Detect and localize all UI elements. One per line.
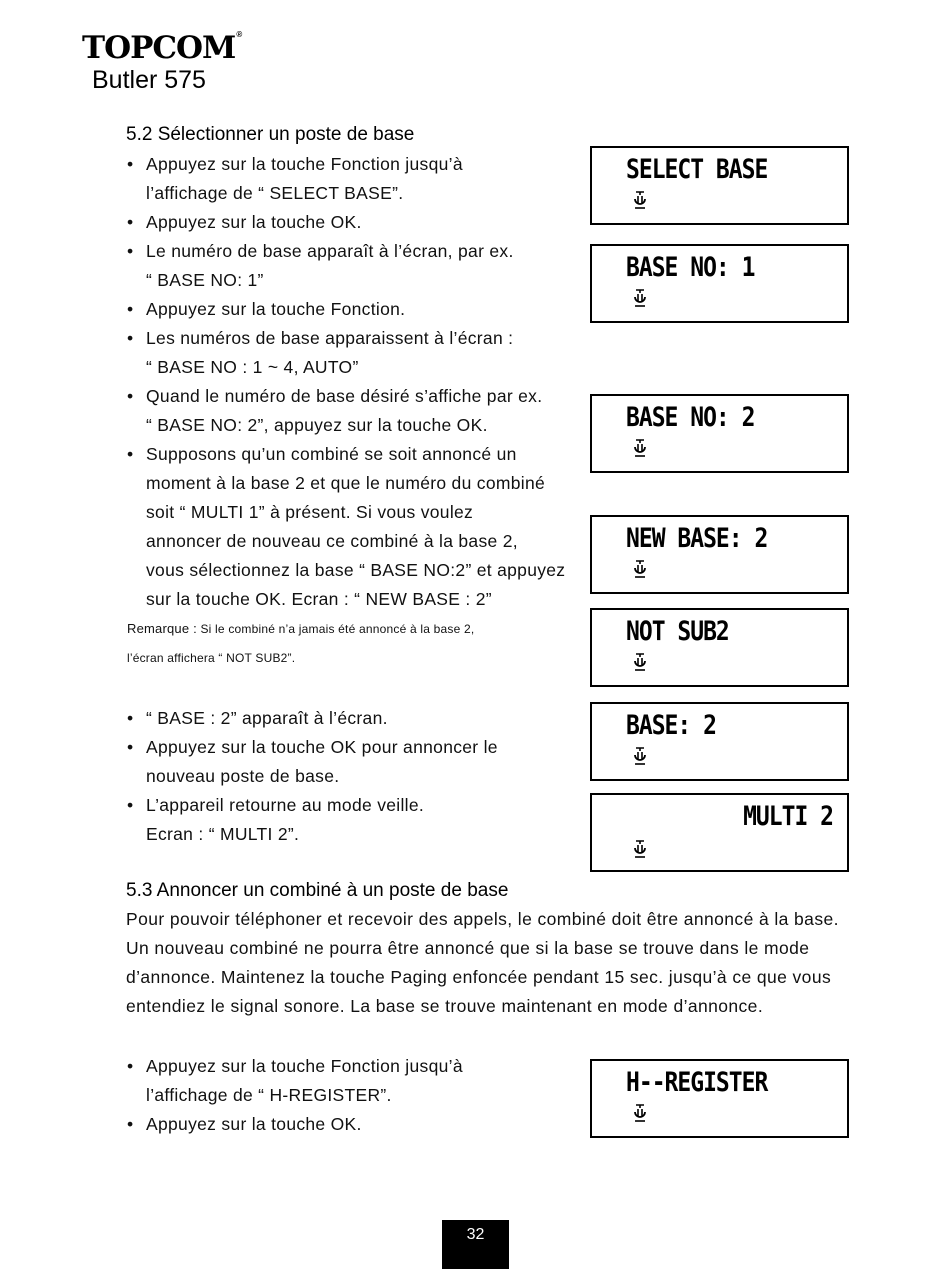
handset-icon bbox=[632, 746, 648, 766]
lcd-text: NEW BASE: 2 bbox=[626, 524, 768, 554]
bullet-item: • Appuyez sur la touche OK. bbox=[146, 1110, 463, 1139]
bullet-item: • Quand le numéro de base désiré s’affiche par ex. bbox=[146, 382, 565, 411]
model-title: Butler 575 bbox=[92, 66, 206, 94]
lcd-text: BASE: 2 bbox=[626, 711, 716, 741]
bullet-continuation: “ BASE NO : 1 ~ 4, AUTO” bbox=[146, 357, 359, 377]
lcd-display bbox=[590, 1059, 849, 1138]
section-title-5-3: 5.3 Annoncer un combiné à un poste de base bbox=[126, 880, 509, 901]
bullet-continuation: vous sélectionnez la base “ BASE NO:2” et appuyez bbox=[146, 560, 566, 580]
section-5-2-steps bbox=[127, 150, 566, 673]
bullet-continuation: sur la touche OK. Ecran : “ NEW BASE : 2” bbox=[146, 589, 492, 609]
lcd-text: MULTI 2 bbox=[743, 802, 833, 832]
remark-line: l’écran affichera “ NOT SUB2”. bbox=[127, 651, 296, 665]
bullet-continuation: “ BASE NO: 2”, appuyez sur la touche OK. bbox=[146, 415, 488, 435]
lcd-text: NOT SUB2 bbox=[626, 617, 729, 647]
lcd-display bbox=[590, 793, 849, 872]
handset-icon bbox=[632, 839, 648, 859]
bullet-item: • Appuyez sur la touche Fonction. bbox=[146, 295, 565, 324]
handset-icon bbox=[632, 288, 648, 308]
bullet-item: • Appuyez sur la touche OK pour annoncer le bbox=[146, 733, 498, 762]
bullet-item: • Appuyez sur la touche OK. bbox=[146, 208, 565, 237]
bullet-continuation: l’affichage de “ H-REGISTER”. bbox=[146, 1085, 392, 1105]
handset-icon bbox=[632, 652, 648, 672]
bullet-continuation: Ecran : “ MULTI 2”. bbox=[146, 824, 300, 844]
bullet-item: • Appuyez sur la touche Fonction jusqu’à bbox=[146, 1052, 463, 1081]
lcd-text: BASE NO: 2 bbox=[626, 403, 755, 433]
page-number-label: 32 bbox=[466, 1226, 485, 1243]
lcd-display bbox=[590, 608, 849, 687]
handset-icon bbox=[632, 559, 648, 579]
bullet-continuation: “ BASE NO: 1” bbox=[146, 270, 264, 290]
brand-name: TOPCOM bbox=[82, 30, 236, 66]
lcd-text: SELECT BASE bbox=[626, 155, 768, 185]
bullet-item: • Le numéro de base apparaît à l’écran, par ex. bbox=[146, 237, 565, 266]
handset-icon bbox=[632, 438, 648, 458]
section-5-2-steps-continued bbox=[146, 704, 498, 849]
lcd-display bbox=[590, 244, 849, 323]
bullet-item: • L’appareil retourne au mode veille. bbox=[146, 791, 498, 820]
lcd-display bbox=[590, 702, 849, 781]
remark-label: Remarque : bbox=[127, 621, 197, 636]
section-title-5-2: 5.2 Sélectionner un poste de base bbox=[126, 124, 415, 145]
bullet-item: • Appuyez sur la touche Fonction jusqu’à bbox=[146, 150, 565, 179]
handset-icon bbox=[632, 1103, 648, 1123]
handset-icon bbox=[632, 190, 648, 210]
bullet-item: • “ BASE : 2” apparaît à l’écran. bbox=[146, 704, 498, 733]
bullet-continuation: moment à la base 2 et que le numéro du combiné bbox=[146, 473, 546, 493]
lcd-display bbox=[590, 146, 849, 225]
bullet-continuation: annoncer de nouveau ce combiné à la base 2, bbox=[146, 531, 518, 551]
bullet-continuation: l’affichage de “ SELECT BASE”. bbox=[146, 183, 404, 203]
bullet-continuation: nouveau poste de base. bbox=[146, 766, 340, 786]
page-number bbox=[442, 1220, 509, 1269]
remark-line bbox=[127, 614, 565, 644]
lcd-display bbox=[590, 394, 849, 473]
lcd-text: H--REGISTER bbox=[626, 1068, 768, 1098]
section-5-3-steps bbox=[146, 1052, 463, 1139]
section-5-3-paragraph: Pour pouvoir téléphoner et recevoir des appels, le combiné doit être annoncé à la base. Un nouveau combiné ne pourra être annoncé que si la base se trouve dans le mode d’annonce. Maintenez la touche Paging enfoncée pendant 15 sec. jusqu’à ce que vous entendiez le signal sonore. La base se trouve maintenant en mode d’annonce. bbox=[126, 909, 839, 1016]
bullet-continuation: soit “ MULTI 1” à présent. Si vous voulez bbox=[146, 502, 474, 522]
lcd-display bbox=[590, 515, 849, 594]
brand-logo: TOPCOM® bbox=[82, 30, 242, 66]
lcd-text: BASE NO: 1 bbox=[626, 253, 755, 283]
remark-text: Si le combiné n’a jamais été annoncé à la base 2, bbox=[196, 622, 475, 636]
bullet-item: • Les numéros de base apparaissent à l’écran : bbox=[146, 324, 565, 353]
bullet-item: • Supposons qu’un combiné se soit annoncé un bbox=[146, 440, 565, 469]
